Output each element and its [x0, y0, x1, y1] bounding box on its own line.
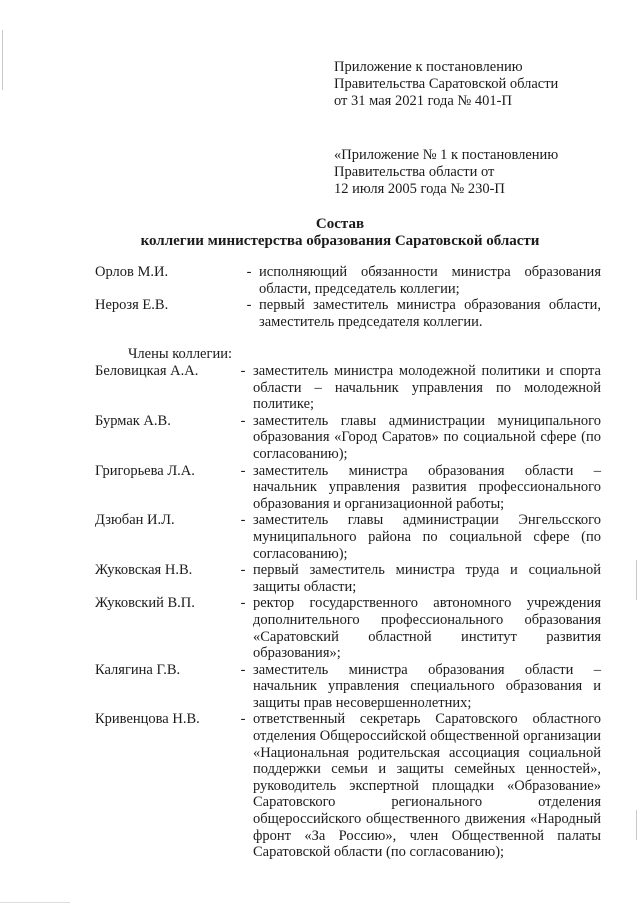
list-item	[95, 297, 601, 330]
scan-artifact-right	[636, 560, 637, 600]
dash-separator: -	[240, 462, 246, 479]
member-description: ответственный секретарь Саратовского областного отделения Общероссийской общественной организации «Национальная родительская ассоциация социальной поддержки семьи и защиты семейных ценностей», руководитель экспертной площадки «Образование» Саратовского регионального отделения общероссийского общественного движения «Народный фронт «За Россию», член Общественной палаты Саратовской области (по согласованию);	[253, 711, 601, 861]
members-list	[95, 363, 601, 861]
appendix-current-line-2: Правительства Саратовской области	[334, 76, 559, 92]
dash-separator: -	[246, 264, 252, 280]
document-subtitle: коллегии министерства образования Саратовской области	[140, 233, 540, 249]
member-description: заместитель министра образования области – начальник управления развития профессионального образования и организационной работы;	[253, 462, 601, 512]
member-name: Дзюбан И.Л.	[95, 512, 175, 529]
member-description: исполняющий обязанности министра образования области, председатель коллегии;	[259, 264, 601, 297]
member-name: Орлов М.И.	[95, 264, 169, 280]
member-description: первый заместитель министра образования области, заместитель председателя коллегии.	[259, 297, 601, 330]
scan-artifact-right-lower	[636, 810, 637, 840]
member-description: ректор государственного автономного учреждения дополнительного профессионального образования «Саратовский областной институт развития образования»;	[253, 595, 601, 662]
appendix-original-line-3: 12 июля 2005 года № 230-П	[334, 181, 505, 197]
appendix-original-line-1: «Приложение № 1 к постановлению	[334, 147, 559, 163]
dash-separator: -	[240, 512, 246, 529]
dash-separator: -	[246, 297, 252, 314]
appendix-current-block	[334, 59, 614, 110]
scan-artifact-bottom	[0, 902, 70, 903]
appendix-original-line-2: Правительства области от	[334, 164, 495, 180]
member-description: заместитель министра молодежной политики и спорта области – начальник управления по молодежной политике;	[253, 363, 601, 413]
list-item	[95, 595, 601, 661]
member-name: Бурмак А.В.	[95, 412, 171, 429]
member-name: Жуковский В.П.	[95, 595, 195, 612]
list-item	[95, 512, 601, 562]
member-description: первый заместитель министра труда и социальной защиты области;	[253, 562, 601, 595]
member-description: заместитель главы администрации Энгельсского муниципального района по социальной сфере (по согласованию);	[253, 512, 601, 562]
dash-separator: -	[240, 363, 246, 379]
member-name: Григорьева Л.А.	[95, 462, 195, 479]
leaders-list	[95, 264, 601, 330]
dash-separator: -	[240, 711, 246, 728]
list-item	[95, 363, 601, 413]
member-description: заместитель главы администрации муниципального образования «Город Саратов» по социальной сфере (по согласованию);	[253, 412, 601, 462]
appendix-current-line-3: от 31 мая 2021 года № 401-П	[334, 93, 512, 109]
list-item	[95, 463, 601, 513]
member-name: Кривенцова Н.В.	[95, 711, 200, 728]
list-item	[95, 264, 601, 297]
list-item	[95, 562, 601, 595]
member-name: Калягина Г.В.	[95, 661, 181, 678]
dash-separator: -	[240, 412, 246, 429]
member-name: Нерозя Е.В.	[95, 297, 169, 314]
members-heading: Члены коллегии:	[128, 346, 232, 362]
list-item	[95, 662, 601, 712]
dash-separator: -	[240, 661, 246, 678]
dash-separator: -	[240, 562, 246, 579]
scan-artifact-left	[2, 30, 3, 90]
member-name: Беловицкая А.А.	[95, 363, 199, 379]
appendix-original-block	[334, 147, 614, 198]
member-name: Жуковская Н.В.	[95, 562, 193, 579]
list-item	[95, 711, 601, 860]
document-title: Состав	[315, 216, 365, 232]
list-item	[95, 413, 601, 463]
appendix-current-line-1: Приложение к постановлению	[334, 59, 523, 75]
member-description: заместитель министра образования области – начальник управления специального образования и защиты прав несовершеннолетних;	[253, 661, 601, 711]
dash-separator: -	[240, 595, 246, 612]
